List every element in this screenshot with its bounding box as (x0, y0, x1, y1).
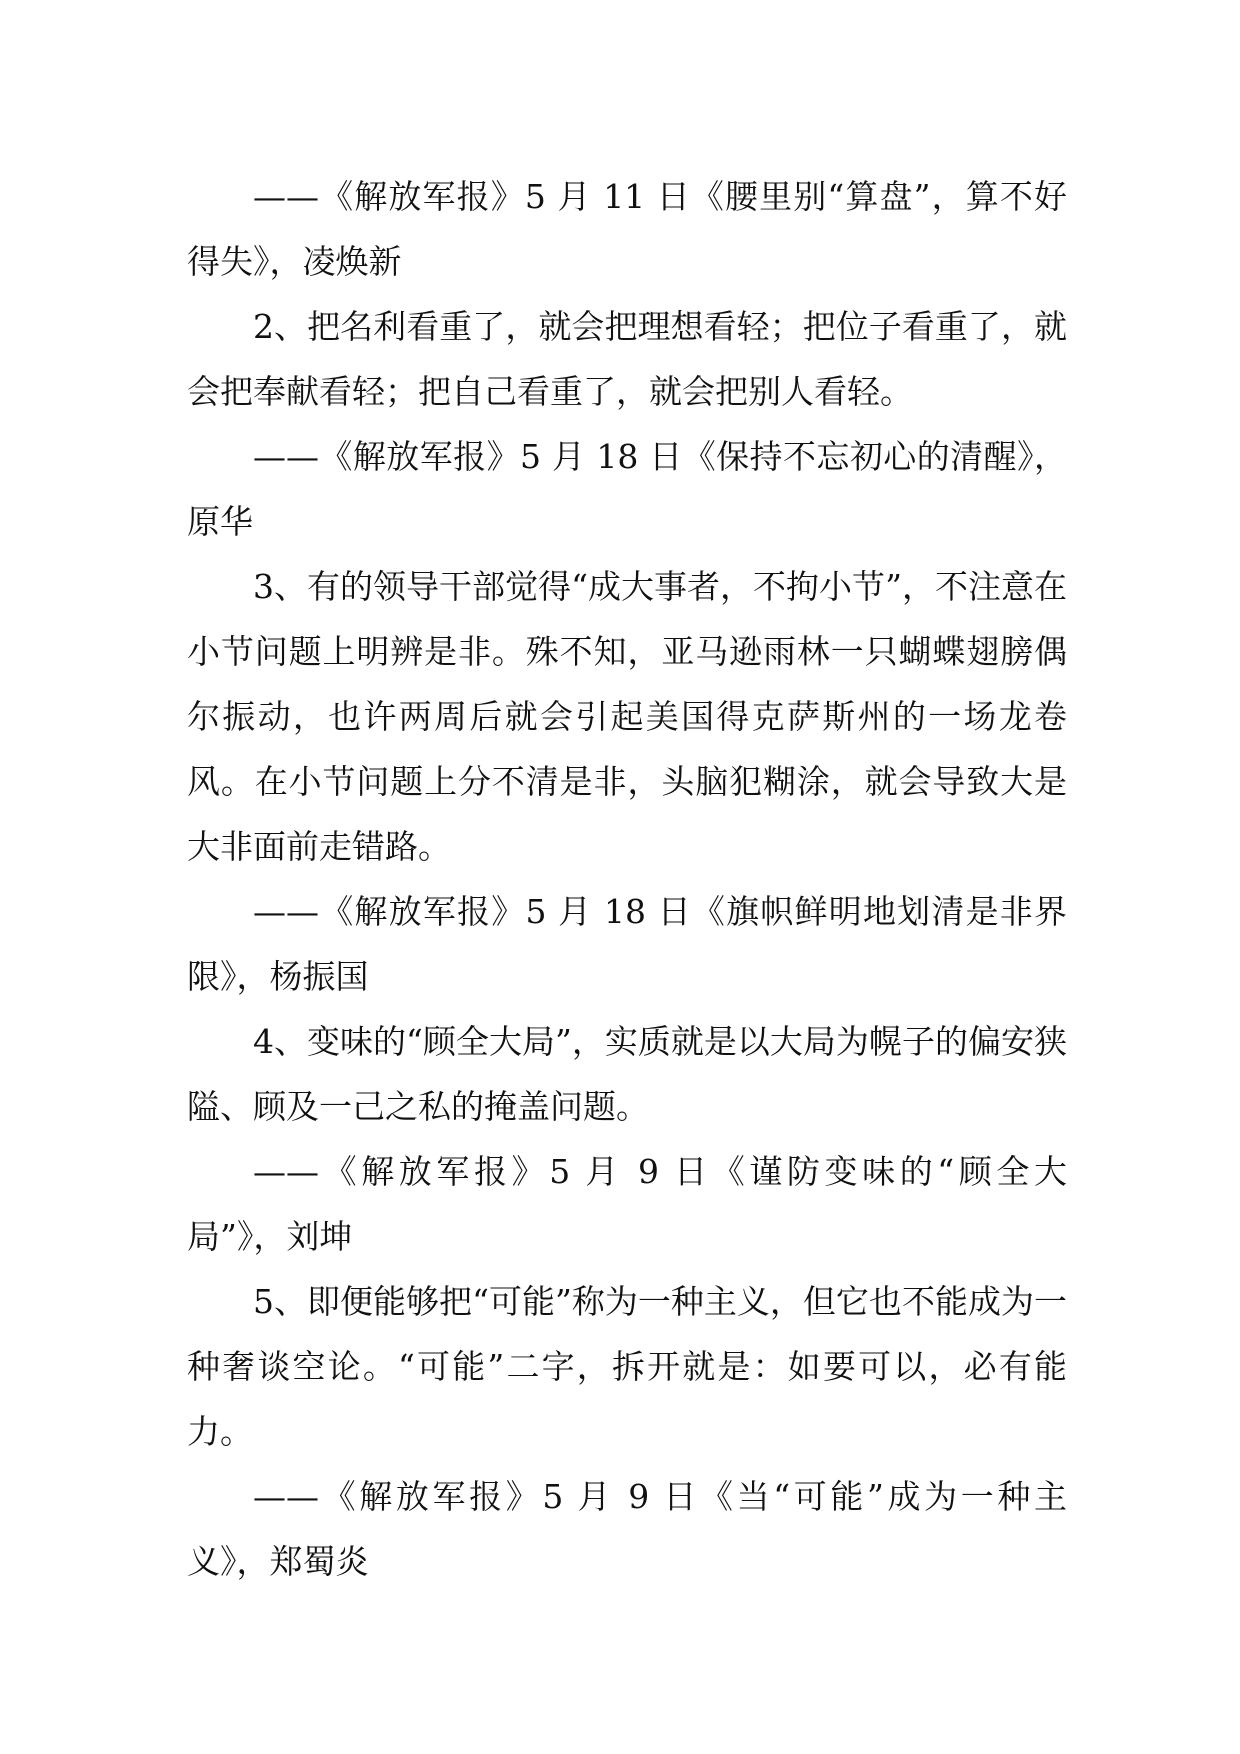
quote-3: 3、有的领导干部觉得“成大事者，不拘小节”，不注意在小节问题上明辨是非。殊不知，亚马逊雨林一只蝴蝶翅膀偶尔振动，也许两周后就会引起美国得克萨斯州的一场龙卷风。在小节问题上分不清是非，头脑犯糊涂，就会导致大是大非面前走错路。 (187, 567, 1067, 866)
citation-2: ——《解放军报》5 月 18 日《保持不忘初心的清醒》，原华 (187, 437, 1067, 541)
document-body (187, 164, 1067, 1594)
quote-4: 4、变味的“顾全大局”，实质就是以大局为幌子的偏安狭隘、顾及一己之私的掩盖问题。 (187, 1022, 1067, 1126)
quote-2: 2、把名利看重了，就会把理想看轻；把位子看重了，就会把奉献看轻；把自己看重了，就会把别人看轻。 (187, 307, 1067, 411)
citation-1: ——《解放军报》5 月 11 日《腰里别“算盘”，算不好得失》，凌焕新 (187, 177, 1067, 281)
citation-3: ——《解放军报》5 月 18 日《旗帜鲜明地划清是非界限》，杨振国 (187, 892, 1067, 996)
quote-5: 5、即便能够把“可能”称为一种主义，但它也不能成为一种奢谈空论。“可能”二字，拆开就是：如要可以，必有能力。 (187, 1282, 1067, 1451)
citation-4: ——《解放军报》5 月 9 日《谨防变味的“顾全大局”》，刘坤 (187, 1152, 1067, 1256)
citation-5: ——《解放军报》5 月 9 日《当“可能”成为一种主义》，郑蜀炎 (187, 1477, 1067, 1581)
